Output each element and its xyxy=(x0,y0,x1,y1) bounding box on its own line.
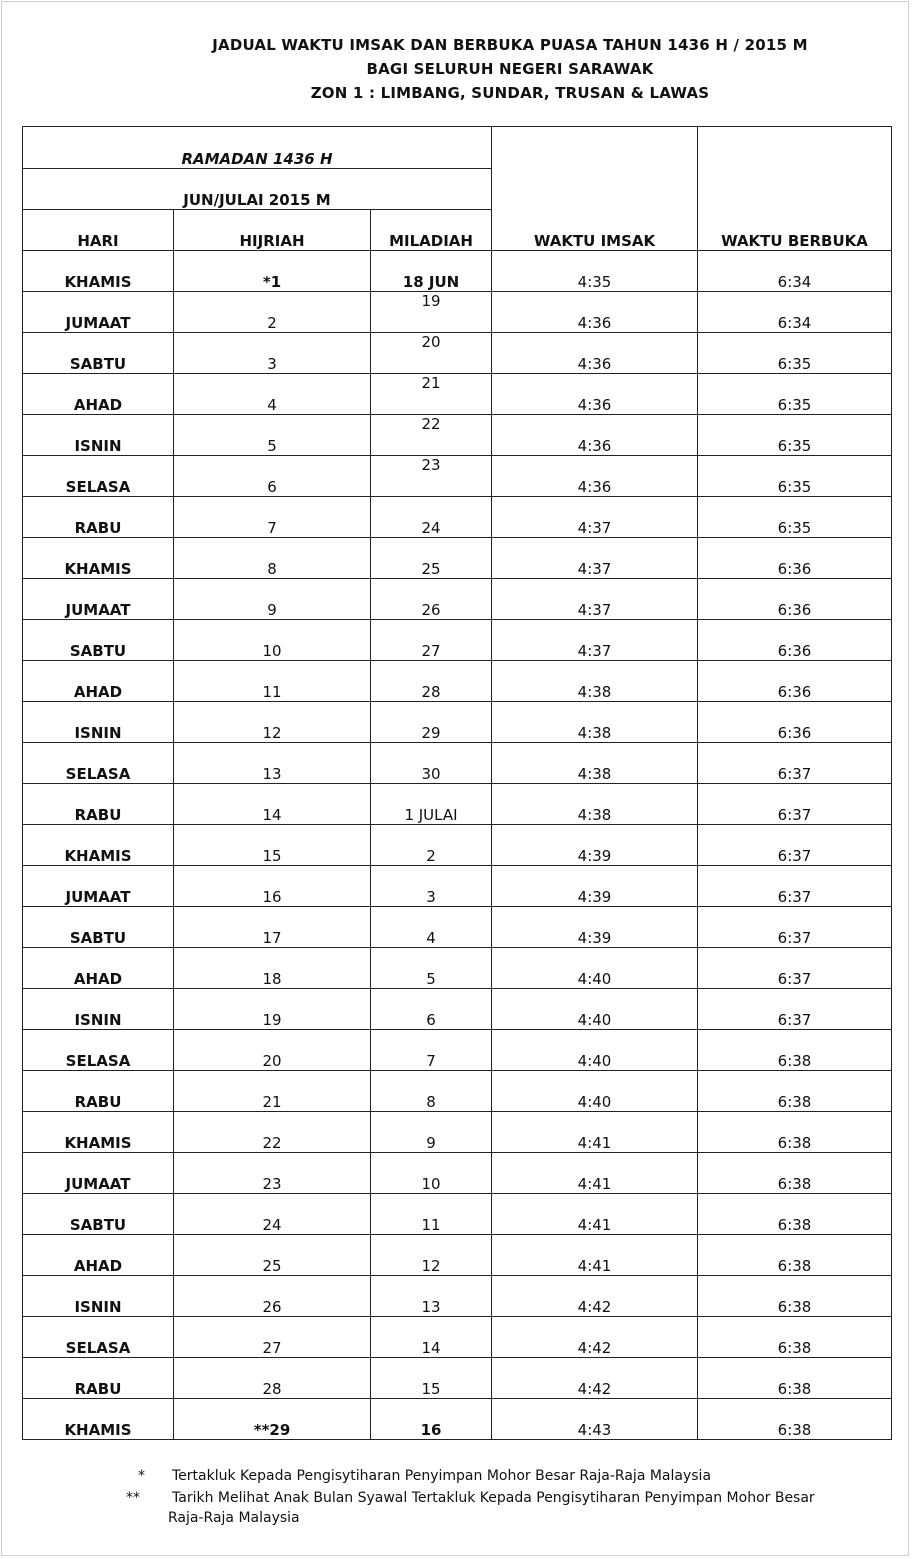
imsak-time: 4:39 xyxy=(492,866,698,907)
hijriah-header: HIJRIAH xyxy=(174,210,371,251)
berbuka-time: 6:37 xyxy=(698,989,892,1030)
day-cell: AHAD xyxy=(23,1235,174,1276)
berbuka-time: 6:36 xyxy=(698,620,892,661)
footnote-2-continued: Raja-Raja Malaysia xyxy=(168,1510,300,1526)
month-header: JUN/JULAI 2015 M xyxy=(23,169,492,210)
berbuka-time: 6:37 xyxy=(698,948,892,989)
miladiah-header: MILADIAH xyxy=(371,210,492,251)
day-cell: JUMAAT xyxy=(23,579,174,620)
berbuka-time: 6:37 xyxy=(698,907,892,948)
imsak-time: 4:36 xyxy=(492,456,698,497)
miladiah-cell: 18 JUN xyxy=(371,251,492,292)
berbuka-time: 6:35 xyxy=(698,497,892,538)
hijriah-cell: 26 xyxy=(174,1276,371,1317)
imsak-time: 4:43 xyxy=(492,1399,698,1440)
miladiah-cell: 14 xyxy=(371,1317,492,1358)
imsak-time: 4:41 xyxy=(492,1112,698,1153)
imsak-time: 4:35 xyxy=(492,251,698,292)
imsak-time: 4:37 xyxy=(492,538,698,579)
table-row xyxy=(23,784,892,825)
hijriah-cell: 11 xyxy=(174,661,371,702)
hijriah-cell: 28 xyxy=(174,1358,371,1399)
hijriah-cell: 12 xyxy=(174,702,371,743)
berbuka-time: 6:36 xyxy=(698,702,892,743)
table-row xyxy=(23,456,892,497)
table-row xyxy=(23,374,892,415)
day-cell: SELASA xyxy=(23,1030,174,1071)
berbuka-time: 6:37 xyxy=(698,743,892,784)
miladiah-cell: 27 xyxy=(371,620,492,661)
day-cell: JUMAAT xyxy=(23,866,174,907)
miladiah-cell: 6 xyxy=(371,989,492,1030)
day-cell: JUMAAT xyxy=(23,292,174,333)
berbuka-time: 6:38 xyxy=(698,1276,892,1317)
hijriah-cell: 8 xyxy=(174,538,371,579)
table-row xyxy=(23,825,892,866)
table-row xyxy=(23,907,892,948)
table-row xyxy=(23,948,892,989)
day-cell: RABU xyxy=(23,784,174,825)
hijriah-cell: 9 xyxy=(174,579,371,620)
table-row xyxy=(23,538,892,579)
hijriah-cell: 27 xyxy=(174,1317,371,1358)
day-cell: RABU xyxy=(23,1358,174,1399)
day-cell: SELASA xyxy=(23,743,174,784)
miladiah-cell: 3 xyxy=(371,866,492,907)
hijriah-cell: 2 xyxy=(174,292,371,333)
imsak-time: 4:37 xyxy=(492,579,698,620)
document-title: JADUAL WAKTU IMSAK DAN BERBUKA PUASA TAHUN 1436 H / 2015 M xyxy=(212,36,808,54)
berbuka-time: 6:35 xyxy=(698,415,892,456)
berbuka-time: 6:36 xyxy=(698,661,892,702)
hijriah-cell: 24 xyxy=(174,1194,371,1235)
document-subtitle: BAGI SELURUH NEGERI SARAWAK xyxy=(366,60,654,78)
miladiah-cell: 21 xyxy=(371,374,492,415)
berbuka-time: 6:38 xyxy=(698,1030,892,1071)
miladiah-cell: 15 xyxy=(371,1358,492,1399)
miladiah-cell: 28 xyxy=(371,661,492,702)
hijriah-cell: 5 xyxy=(174,415,371,456)
berbuka-time: 6:36 xyxy=(698,579,892,620)
imsak-time: 4:36 xyxy=(492,415,698,456)
miladiah-cell: 1 JULAI xyxy=(371,784,492,825)
miladiah-cell: 30 xyxy=(371,743,492,784)
table-row xyxy=(23,579,892,620)
day-cell: AHAD xyxy=(23,948,174,989)
day-cell: ISNIN xyxy=(23,1276,174,1317)
table-row xyxy=(23,989,892,1030)
hijriah-cell: 19 xyxy=(174,989,371,1030)
schedule-table xyxy=(22,126,892,1440)
footnote-2: Tarikh Melihat Anak Bulan Syawal Tertakluk Kepada Pengisytiharan Penyimpan Mohor Besar xyxy=(172,1490,815,1506)
table-row xyxy=(23,1112,892,1153)
day-cell: AHAD xyxy=(23,374,174,415)
footnote-mark-1: * xyxy=(138,1468,145,1484)
hijriah-cell: 4 xyxy=(174,374,371,415)
imsak-time: 4:38 xyxy=(492,661,698,702)
miladiah-cell: 23 xyxy=(371,456,492,497)
imsak-time: 4:38 xyxy=(492,743,698,784)
day-cell: ISNIN xyxy=(23,415,174,456)
table-row xyxy=(23,1358,892,1399)
day-cell: ISNIN xyxy=(23,702,174,743)
footnote-1: Tertakluk Kepada Pengisytiharan Penyimpan Mohor Besar Raja-Raja Malaysia xyxy=(172,1468,712,1484)
berbuka-time: 6:38 xyxy=(698,1112,892,1153)
hijriah-cell: 10 xyxy=(174,620,371,661)
table-row xyxy=(23,251,892,292)
miladiah-cell: 5 xyxy=(371,948,492,989)
table-row xyxy=(23,1071,892,1112)
berbuka-time: 6:38 xyxy=(698,1235,892,1276)
hijriah-cell: 3 xyxy=(174,333,371,374)
miladiah-cell: 12 xyxy=(371,1235,492,1276)
miladiah-cell: 9 xyxy=(371,1112,492,1153)
day-cell: KHAMIS xyxy=(23,251,174,292)
imsak-time: 4:36 xyxy=(492,292,698,333)
imsak-time: 4:41 xyxy=(492,1194,698,1235)
miladiah-cell: 10 xyxy=(371,1153,492,1194)
day-cell: ISNIN xyxy=(23,989,174,1030)
berbuka-time: 6:38 xyxy=(698,1153,892,1194)
berbuka-time: 6:35 xyxy=(698,456,892,497)
table-row xyxy=(23,620,892,661)
hijriah-cell: 20 xyxy=(174,1030,371,1071)
table-row xyxy=(23,1194,892,1235)
table-row xyxy=(23,743,892,784)
miladiah-cell: 26 xyxy=(371,579,492,620)
miladiah-cell: 4 xyxy=(371,907,492,948)
hijriah-cell: 18 xyxy=(174,948,371,989)
hijriah-cell: 6 xyxy=(174,456,371,497)
miladiah-cell: 29 xyxy=(371,702,492,743)
ramadan-header: RAMADAN 1436 H xyxy=(23,127,492,169)
imsak-time: 4:36 xyxy=(492,333,698,374)
imsak-time: 4:41 xyxy=(492,1235,698,1276)
day-cell: SABTU xyxy=(23,1194,174,1235)
berbuka-time: 6:34 xyxy=(698,292,892,333)
miladiah-cell: 22 xyxy=(371,415,492,456)
day-cell: SABTU xyxy=(23,907,174,948)
hijriah-cell: 13 xyxy=(174,743,371,784)
day-cell: KHAMIS xyxy=(23,825,174,866)
imsak-time: 4:39 xyxy=(492,907,698,948)
berbuka-time: 6:35 xyxy=(698,333,892,374)
table-row xyxy=(23,1276,892,1317)
miladiah-cell: 20 xyxy=(371,333,492,374)
berbuka-time: 6:36 xyxy=(698,538,892,579)
table-row xyxy=(23,1030,892,1071)
berbuka-time: 6:34 xyxy=(698,251,892,292)
table-row xyxy=(23,702,892,743)
day-cell: SELASA xyxy=(23,1317,174,1358)
imsak-time: 4:40 xyxy=(492,948,698,989)
table-row xyxy=(23,333,892,374)
table-row xyxy=(23,497,892,538)
imsak-time: 4:36 xyxy=(492,374,698,415)
berbuka-header: WAKTU BERBUKA xyxy=(698,127,892,251)
day-cell: AHAD xyxy=(23,661,174,702)
hijriah-cell: 16 xyxy=(174,866,371,907)
berbuka-time: 6:35 xyxy=(698,374,892,415)
berbuka-time: 6:38 xyxy=(698,1358,892,1399)
hijriah-cell: 14 xyxy=(174,784,371,825)
berbuka-time: 6:38 xyxy=(698,1317,892,1358)
berbuka-time: 6:38 xyxy=(698,1194,892,1235)
imsak-time: 4:40 xyxy=(492,1030,698,1071)
berbuka-time: 6:37 xyxy=(698,866,892,907)
hari-header: HARI xyxy=(23,210,174,251)
imsak-time: 4:42 xyxy=(492,1276,698,1317)
miladiah-cell: 7 xyxy=(371,1030,492,1071)
day-cell: RABU xyxy=(23,1071,174,1112)
miladiah-cell: 16 xyxy=(371,1399,492,1440)
day-cell: KHAMIS xyxy=(23,1399,174,1440)
imsak-header: WAKTU IMSAK xyxy=(492,127,698,251)
imsak-time: 4:42 xyxy=(492,1317,698,1358)
table-row xyxy=(23,1235,892,1276)
hijriah-cell: 25 xyxy=(174,1235,371,1276)
imsak-time: 4:38 xyxy=(492,784,698,825)
hijriah-cell: 22 xyxy=(174,1112,371,1153)
day-cell: SELASA xyxy=(23,456,174,497)
table-row xyxy=(23,661,892,702)
table-row xyxy=(23,1317,892,1358)
imsak-time: 4:40 xyxy=(492,989,698,1030)
footnote-mark-2: ** xyxy=(126,1490,140,1506)
hijriah-cell: 17 xyxy=(174,907,371,948)
day-cell: KHAMIS xyxy=(23,1112,174,1153)
berbuka-time: 6:38 xyxy=(698,1071,892,1112)
imsak-time: 4:40 xyxy=(492,1071,698,1112)
day-cell: JUMAAT xyxy=(23,1153,174,1194)
zone-title: ZON 1 : LIMBANG, SUNDAR, TRUSAN & LAWAS xyxy=(310,84,710,102)
imsak-time: 4:42 xyxy=(492,1358,698,1399)
miladiah-cell: 19 xyxy=(371,292,492,333)
berbuka-time: 6:37 xyxy=(698,784,892,825)
miladiah-cell: 8 xyxy=(371,1071,492,1112)
hijriah-cell: 15 xyxy=(174,825,371,866)
miladiah-cell: 25 xyxy=(371,538,492,579)
berbuka-time: 6:38 xyxy=(698,1399,892,1440)
hijriah-cell: *1 xyxy=(174,251,371,292)
table-row xyxy=(23,1399,892,1440)
imsak-time: 4:37 xyxy=(492,497,698,538)
hijriah-cell: 21 xyxy=(174,1071,371,1112)
day-cell: RABU xyxy=(23,497,174,538)
berbuka-time: 6:37 xyxy=(698,825,892,866)
miladiah-cell: 13 xyxy=(371,1276,492,1317)
imsak-time: 4:41 xyxy=(492,1153,698,1194)
hijriah-cell: 7 xyxy=(174,497,371,538)
day-cell: SABTU xyxy=(23,620,174,661)
table-row xyxy=(23,292,892,333)
hijriah-cell: **29 xyxy=(174,1399,371,1440)
imsak-time: 4:39 xyxy=(492,825,698,866)
imsak-time: 4:37 xyxy=(492,620,698,661)
imsak-time: 4:38 xyxy=(492,702,698,743)
miladiah-cell: 11 xyxy=(371,1194,492,1235)
header-row-ramadan xyxy=(23,127,892,169)
day-cell: SABTU xyxy=(23,333,174,374)
miladiah-cell: 24 xyxy=(371,497,492,538)
table-row xyxy=(23,866,892,907)
miladiah-cell: 2 xyxy=(371,825,492,866)
hijriah-cell: 23 xyxy=(174,1153,371,1194)
day-cell: KHAMIS xyxy=(23,538,174,579)
table-row xyxy=(23,415,892,456)
table-row xyxy=(23,1153,892,1194)
